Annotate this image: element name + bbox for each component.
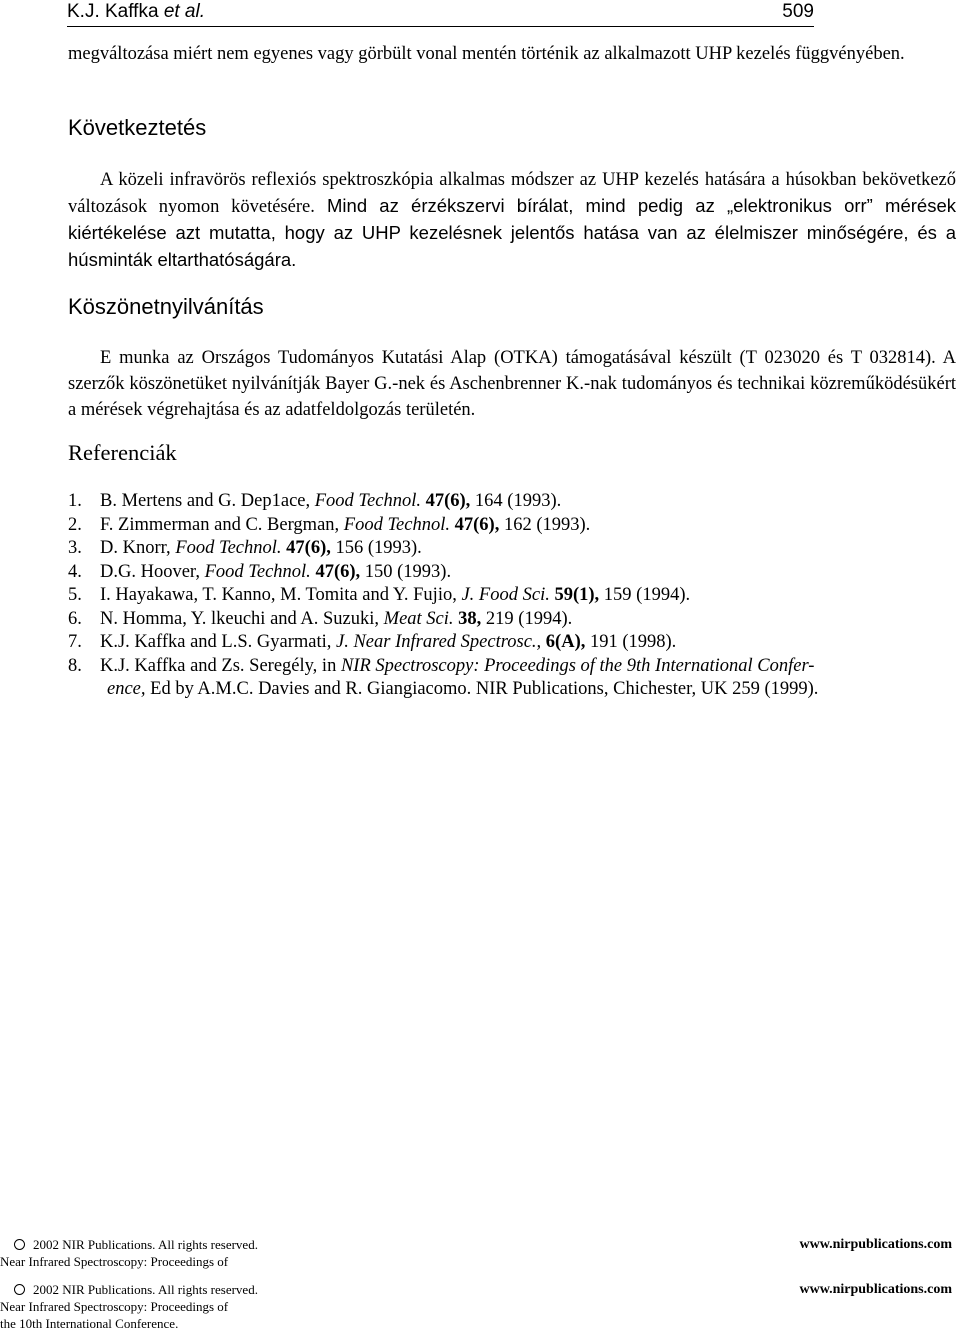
reference-pages: 150 (1993). [360,561,452,582]
reference-item [68,655,956,702]
reference-pages: 191 (1998). [585,632,677,652]
acknowledgement-heading: Köszönetnyilvánítás [68,294,264,319]
reference-journal: Food Technol. [343,514,450,535]
footer-copyright [14,1281,258,1298]
reference-volume: 47(6), [450,514,500,535]
footer-copyright [14,1236,258,1253]
reference-volume: 38, [453,608,482,629]
reference-item [68,514,956,538]
footer-url[interactable]: www.nirpublications.com [799,1237,952,1252]
reference-authors: I. Hayakawa, T. Kanno, M. Tomita and Y. Fujio, [100,585,462,605]
reference-authors: D. Knorr, [100,538,176,558]
reference-number: 5. [68,585,82,605]
reference-journal: J. Near Infrared Spectrosc., [336,632,542,652]
reference-continuation [100,678,956,702]
footer-proceedings: Near Infrared Spectroscopy: Proceedings of [0,1254,229,1269]
reference-continuation-italic: ence, [107,679,146,699]
reference-number: 8. [68,655,82,676]
reference-number: 6. [68,608,82,629]
reference-journal: NIR Spectroscopy: Proceedings of the 9th International Confer- [340,655,815,676]
reference-authors: K.J. Kaffka and L.S. Gyarmati, [100,632,336,652]
intro-paragraph: megváltozása miért nem egyenes vagy görbült vonal mentén történik az alkalmazott UHP kezelés függvényében. [68,44,905,64]
reference-number: 2. [68,514,82,535]
reference-journal: Food Technol. [204,561,311,582]
reference-number: 1. [68,491,82,511]
reference-journal: Food Technol. [314,491,421,511]
reference-item [68,631,956,655]
reference-journal: Meat Sci. [383,608,454,629]
reference-journal: Food Technol. [175,538,282,558]
acknowledgement-paragraph: E munka az Országos Tudományos Kutatási Alap (OTKA) támogatásával készült (T 023020 és T 032814). A szerzők köszönetüket nyilvánítják Bayer G.-nek és Aschenbrenner K.-nak tudományos és technikai közreműködésükért a mérések végrehajtása és az adatfeldolgozás területén. [68,348,956,420]
reference-item [68,608,956,632]
reference-list [68,490,956,702]
page-number: 509 [782,1,814,22]
reference-number: 7. [68,632,82,652]
copyright-icon [14,1284,25,1295]
reference-item [68,561,956,585]
reference-volume: 47(6), [310,561,361,582]
reference-authors: K.J. Kaffka and Zs. Seregély, in [100,655,341,676]
reference-pages: 159 (1994). [599,585,691,605]
reference-pages: 219 (1994). [481,608,573,629]
footer-copyright-text: 2002 NIR Publications. All rights reserved. [33,1282,258,1297]
running-header [67,0,814,27]
reference-volume: 47(6), [281,538,331,558]
header-author [67,1,205,23]
reference-volume: 47(6), [420,491,471,511]
header-author-etal: et al. [163,1,206,22]
conclusion-text-sans: Mind az érzékszervi bírálat, mind pedig az „elektronikus orr” mérések kiértékelése azt mutatta, hogy az UHP kezelésnek jelentős hatása van az élelmiszer minőségére, és a húsminták eltarthatóságára. [68,195,956,270]
footer-conference: the 10th International Conference. [0,1316,179,1331]
reference-authors: D.G. Hoover, [100,561,205,582]
reference-authors: B. Mertens and G. Dep1ace, [100,491,315,511]
copyright-icon [14,1239,25,1250]
reference-number: 4. [68,561,82,582]
conclusion-paragraph [68,167,956,274]
reference-journal: J. Food Sci. [461,585,550,605]
footer-url[interactable]: www.nirpublications.com [799,1282,952,1297]
reference-pages: 156 (1993). [330,538,422,558]
reference-pages: 162 (1993). [499,514,591,535]
reference-authors: F. Zimmerman and C. Bergman, [100,514,344,535]
footer-copyright-text: 2002 NIR Publications. All rights reserved. [33,1237,258,1252]
reference-number: 3. [68,538,82,558]
reference-volume: 59(1), [549,585,600,605]
conclusion-heading: Következtetés [68,115,207,140]
references-heading: Referenciák [68,440,177,465]
reference-item [68,490,956,514]
conclusion-text-serif: A közeli infravörös reflexiós spektroszkópia alkalmas módszer az UHP kezelés hatására a húsokban bekövetkező változások nyomon követésére. [68,170,956,217]
reference-item [68,584,956,608]
reference-volume: 6(A), [541,632,586,652]
reference-pages: 164 (1993). [470,491,562,511]
reference-continuation-text: Ed by A.M.C. Davies and R. Giangiacomo. NIR Publications, Chichester, UK 259 (1999). [145,679,819,699]
reference-item [68,537,956,561]
footer-proceedings: Near Infrared Spectroscopy: Proceedings of [0,1299,229,1314]
header-author-name: K.J. Kaffka [67,1,164,22]
reference-authors: N. Homma, Y. lkeuchi and A. Suzuki, [100,608,384,629]
